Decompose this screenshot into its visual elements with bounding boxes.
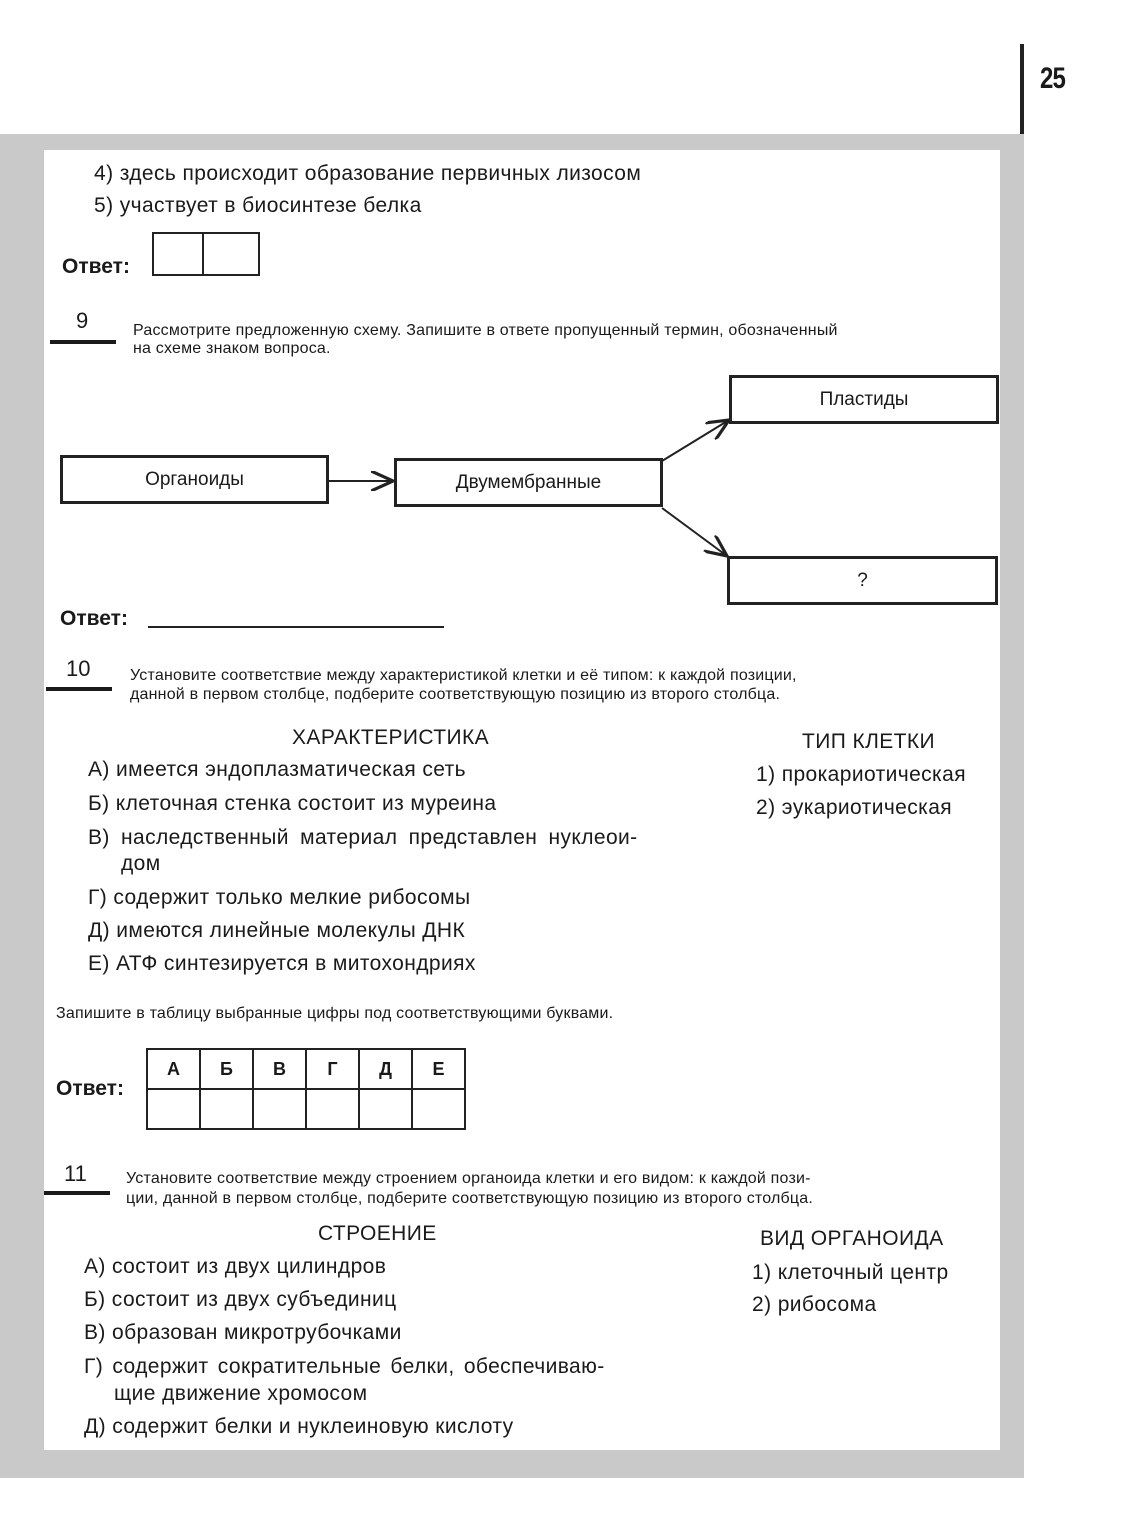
task10-item-v-cont: дом <box>121 852 161 875</box>
task11-right-heading: ВИД ОРГАНОИДА <box>760 1227 944 1250</box>
task10-type-1: 1) прокариотическая <box>756 763 966 786</box>
task10-item-b: Б) клеточная стенка состоит из муреина <box>88 792 497 815</box>
task10-right-heading: ТИП КЛЕТКИ <box>802 730 936 753</box>
diagram-box-organoids-label: Органоиды <box>145 468 244 490</box>
task10-item-d: Д) имеются линейные молекулы ДНК <box>88 919 466 942</box>
task10-type-2: 2) эукариотическая <box>756 796 953 819</box>
task9-prompt-line1: Рассмотрите предложенную схему. Запишите в ответе пропущенный термин, обозначенный <box>133 322 838 339</box>
answer-input-v[interactable] <box>253 1089 306 1129</box>
answer-col-e: Е <box>412 1049 465 1089</box>
answer-input-g[interactable] <box>306 1089 359 1129</box>
diagram-box-organoids <box>60 455 329 504</box>
task10-item-g: Г) содержит только мелкие рибосомы <box>88 886 471 909</box>
task11-prompt-line2: ции, данной в первом столбце, подберите соответствующую позицию из второго столбца. <box>126 1190 814 1207</box>
answer-col-d: Д <box>359 1049 412 1089</box>
diagram-box-unknown <box>727 556 998 605</box>
task9-answer-label: Ответ: <box>60 607 128 630</box>
diagram-box-plastids-label: Пластиды <box>819 388 909 410</box>
diagram-box-double-membrane-label: Двумембранные <box>455 471 602 493</box>
answer-input-a[interactable] <box>147 1089 200 1129</box>
task11-item-g: Г) содержит сократительные белки, обеспечиваю- <box>84 1355 605 1378</box>
answer-table-header-row <box>147 1049 465 1089</box>
task11-item-g-cont: щие движение хромосом <box>114 1382 368 1405</box>
task10-item-e: Е) АТФ синтезируется в митохондриях <box>88 952 476 975</box>
task9-number: 9 <box>76 308 89 333</box>
task9-answer-line[interactable] <box>148 626 444 628</box>
answer-input-e[interactable] <box>412 1089 465 1129</box>
page-number: 25 <box>1040 62 1066 95</box>
task8-option-5: 5) участвует в биосинтезе белка <box>94 194 422 217</box>
task11-item-b: Б) состоит из двух субъединиц <box>84 1288 397 1311</box>
task10-item-v: В) наследственный материал представлен нуклеои- <box>88 826 638 849</box>
answer-table-input-row <box>147 1089 465 1129</box>
arrow-double-to-unknown <box>662 508 727 556</box>
answer-col-b: Б <box>200 1049 253 1089</box>
task10-number: 10 <box>66 656 91 681</box>
arrow-double-to-plastids <box>662 420 729 461</box>
task10-item-a: А) имеется эндоплазматическая сеть <box>88 758 466 781</box>
task11-prompt-line1: Установите соответствие между строением органоида клетки и его видом: к каждой пози- <box>126 1170 811 1187</box>
task10-answer-table <box>146 1048 466 1130</box>
diagram-box-unknown-label: ? <box>857 569 868 591</box>
answer-input-d[interactable] <box>359 1089 412 1129</box>
task10-answer-label: Ответ: <box>56 1077 124 1100</box>
task11-number-bar <box>44 1191 110 1195</box>
task11-item-v: В) образован микротрубочками <box>84 1321 402 1344</box>
task11-type-2: 2) рибосома <box>752 1293 877 1316</box>
answer-input-b[interactable] <box>200 1089 253 1129</box>
task8-option-4: 4) здесь происходит образование первичных лизосом <box>94 162 642 185</box>
answer-col-v: В <box>253 1049 306 1089</box>
task11-left-heading: СТРОЕНИЕ <box>318 1222 437 1245</box>
task11-item-a: А) состоит из двух цилиндров <box>84 1255 387 1278</box>
task11-item-d: Д) содержит белки и нуклеиновую кислоту <box>84 1415 514 1438</box>
answer-col-g: Г <box>306 1049 359 1089</box>
task10-number-bar <box>46 687 112 691</box>
task11-number: 11 <box>64 1161 87 1186</box>
task10-left-heading: ХАРАКТЕРИСТИКА <box>292 726 490 749</box>
diagram-box-double-membrane <box>394 458 663 507</box>
task10-prompt-line1: Установите соответствие между характеристикой клетки и её типом: к каждой позиции, <box>130 667 797 684</box>
task8-answer-label: Ответ: <box>62 255 130 278</box>
task10-prompt-line2: данной в первом столбце, подберите соответствующую позицию из второго столбца. <box>130 686 781 703</box>
task9-prompt-line2: на схеме знаком вопроса. <box>133 340 331 357</box>
task10-instruction: Запишите в таблицу выбранные цифры под соответствующими буквами. <box>56 1005 614 1022</box>
diagram-box-plastids <box>729 375 999 424</box>
answer-col-a: А <box>147 1049 200 1089</box>
task11-type-1: 1) клеточный центр <box>752 1261 949 1284</box>
